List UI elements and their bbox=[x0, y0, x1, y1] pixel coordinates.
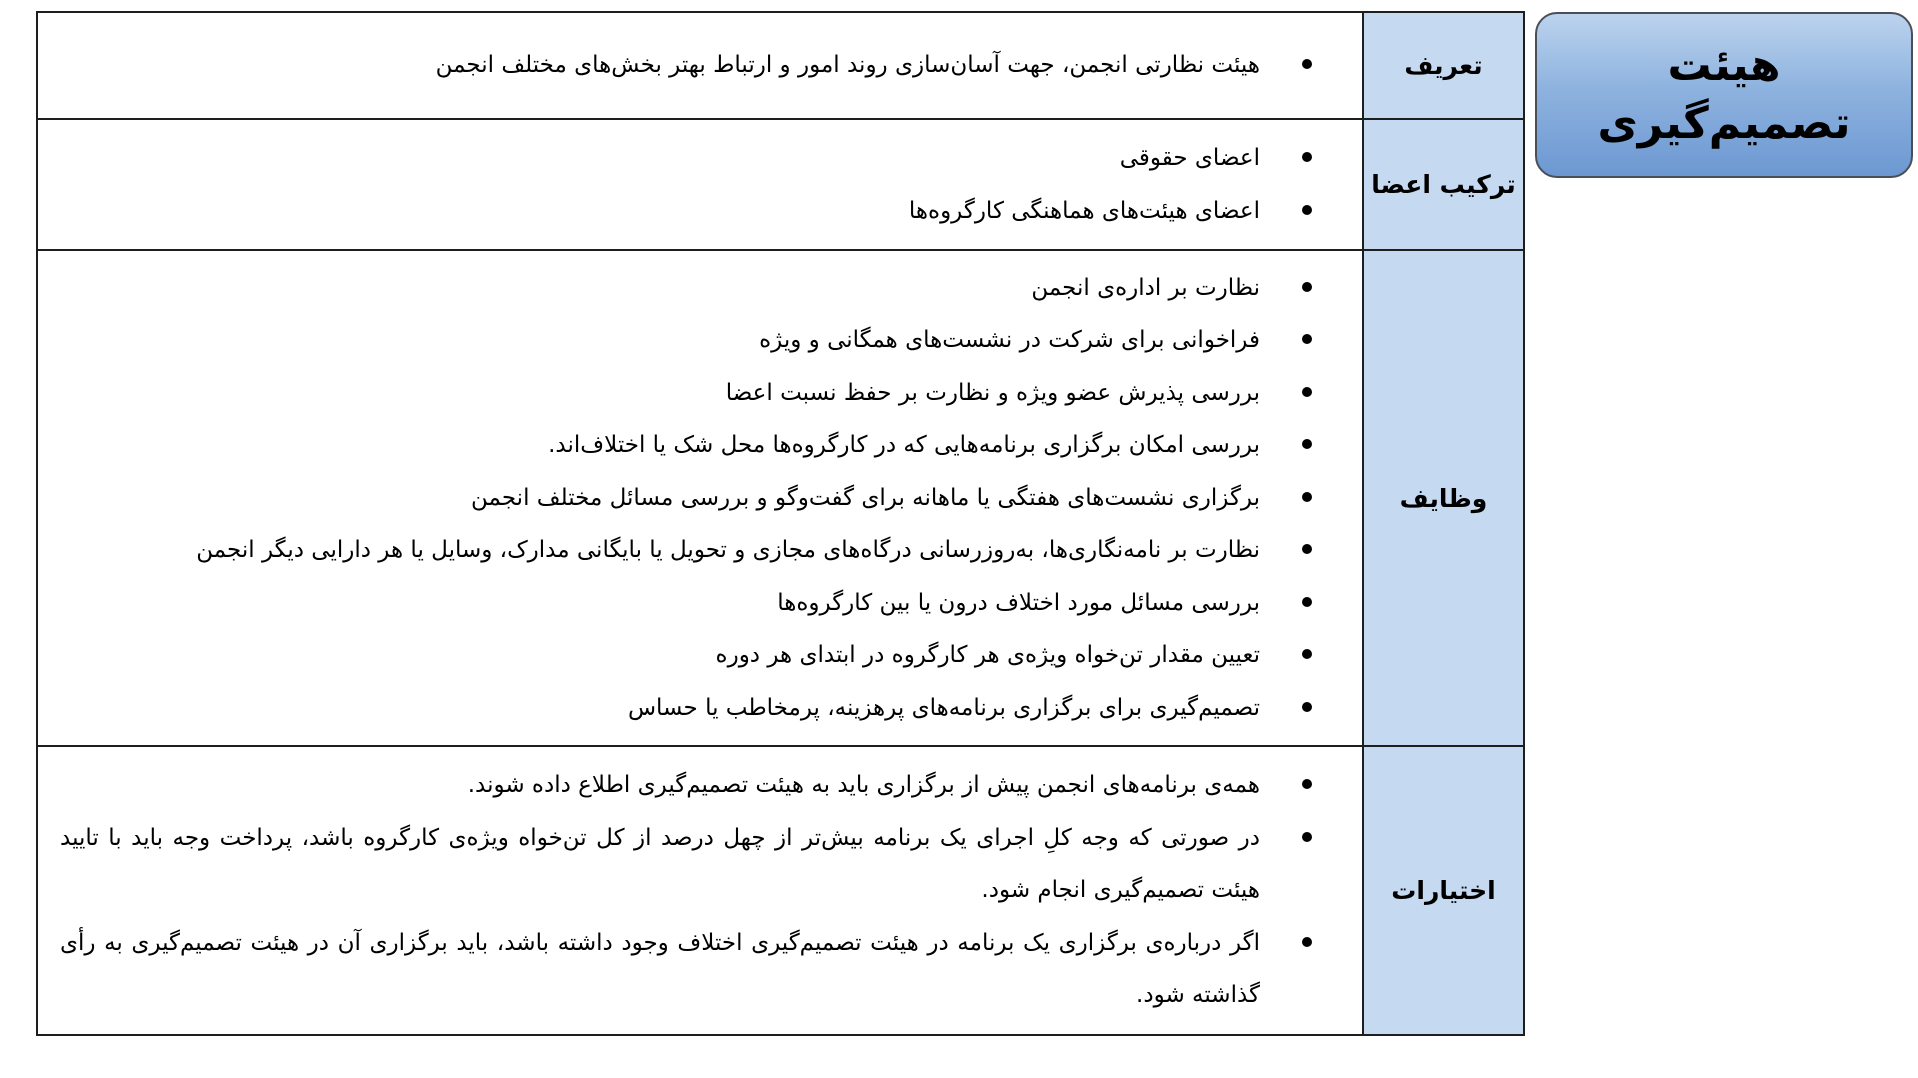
table-row-definition bbox=[37, 12, 1524, 119]
row-label-duties: وظایف bbox=[1363, 250, 1524, 746]
row-content-duties bbox=[37, 250, 1363, 746]
duties-list bbox=[60, 262, 1340, 735]
list-item: بررسی امکان برگزاری برنامه‌هایی که در کارگروه‌ها محل شک یا اختلاف‌اند. bbox=[60, 419, 1340, 472]
list-item: هیئت نظارتی انجمن، جهت آسان‌سازی روند امور و ارتباط بهتر بخش‌های مختلف انجمن bbox=[60, 39, 1340, 92]
list-item: در صورتی که وجه کلِ اجرای یک برنامه بیش‌تر از چهل درصد از کل تن‌خواه ویژه‌ی کارگروه باشد، پرداخت وجه باید با تایید هیئت تصمیم‌گیری انجام شود. bbox=[60, 812, 1340, 917]
list-item: برگزاری نشست‌های هفتگی یا ماهانه برای گفت‌وگو و بررسی مسائل مختلف انجمن bbox=[60, 472, 1340, 525]
row-content-members bbox=[37, 119, 1363, 250]
list-item: تصمیم‌گیری برای برگزاری برنامه‌های پرهزینه، پرمخاطب یا حساس bbox=[60, 682, 1340, 735]
list-item: همه‌ی برنامه‌های انجمن پیش از برگزاری باید به هیئت تصمیم‌گیری اطلاع داده شوند. bbox=[60, 759, 1340, 812]
members-list bbox=[60, 132, 1340, 237]
info-table bbox=[36, 11, 1525, 1036]
row-label-definition: تعریف bbox=[1363, 12, 1524, 119]
powers-list bbox=[60, 759, 1340, 1022]
list-item: اگر درباره‌ی برگزاری یک برنامه در هیئت تصمیم‌گیری اختلاف وجود داشته باشد، باید برگزاری آن در هیئت تصمیم‌گیری به رأی گذاشته شود. bbox=[60, 917, 1340, 1022]
row-label-members: ترکیب اعضا bbox=[1363, 119, 1524, 250]
row-label-powers: اختیارات bbox=[1363, 746, 1524, 1035]
definition-list bbox=[60, 39, 1340, 92]
table-row-powers bbox=[37, 746, 1524, 1035]
list-item: بررسی پذیرش عضو ویژه و نظارت بر حفظ نسبت اعضا bbox=[60, 367, 1340, 420]
list-item: نظارت بر اداره‌ی انجمن bbox=[60, 262, 1340, 315]
row-content-definition bbox=[37, 12, 1363, 119]
page-title: هیئت تصمیم‌گیری bbox=[1597, 40, 1851, 149]
list-item: نظارت بر نامه‌نگاری‌ها، به‌روزرسانی درگاه‌های مجازی و تحویل یا بایگانی مدارک، وسایل یا هر دارایی دیگر انجمن bbox=[60, 524, 1340, 577]
row-content-powers bbox=[37, 746, 1363, 1035]
list-item: بررسی مسائل مورد اختلاف درون یا بین کارگروه‌ها bbox=[60, 577, 1340, 630]
list-item: اعضای هیئت‌های هماهنگی کارگروه‌ها bbox=[60, 185, 1340, 238]
list-item: تعیین مقدار تن‌خواه ویژه‌ی هر کارگروه در ابتدای هر دوره bbox=[60, 629, 1340, 682]
table-row-duties bbox=[37, 250, 1524, 746]
list-item: اعضای حقوقی bbox=[60, 132, 1340, 185]
title-box bbox=[1535, 12, 1913, 178]
table-row-members bbox=[37, 119, 1524, 250]
list-item: فراخوانی برای شرکت در نشست‌های همگانی و ویژه bbox=[60, 314, 1340, 367]
